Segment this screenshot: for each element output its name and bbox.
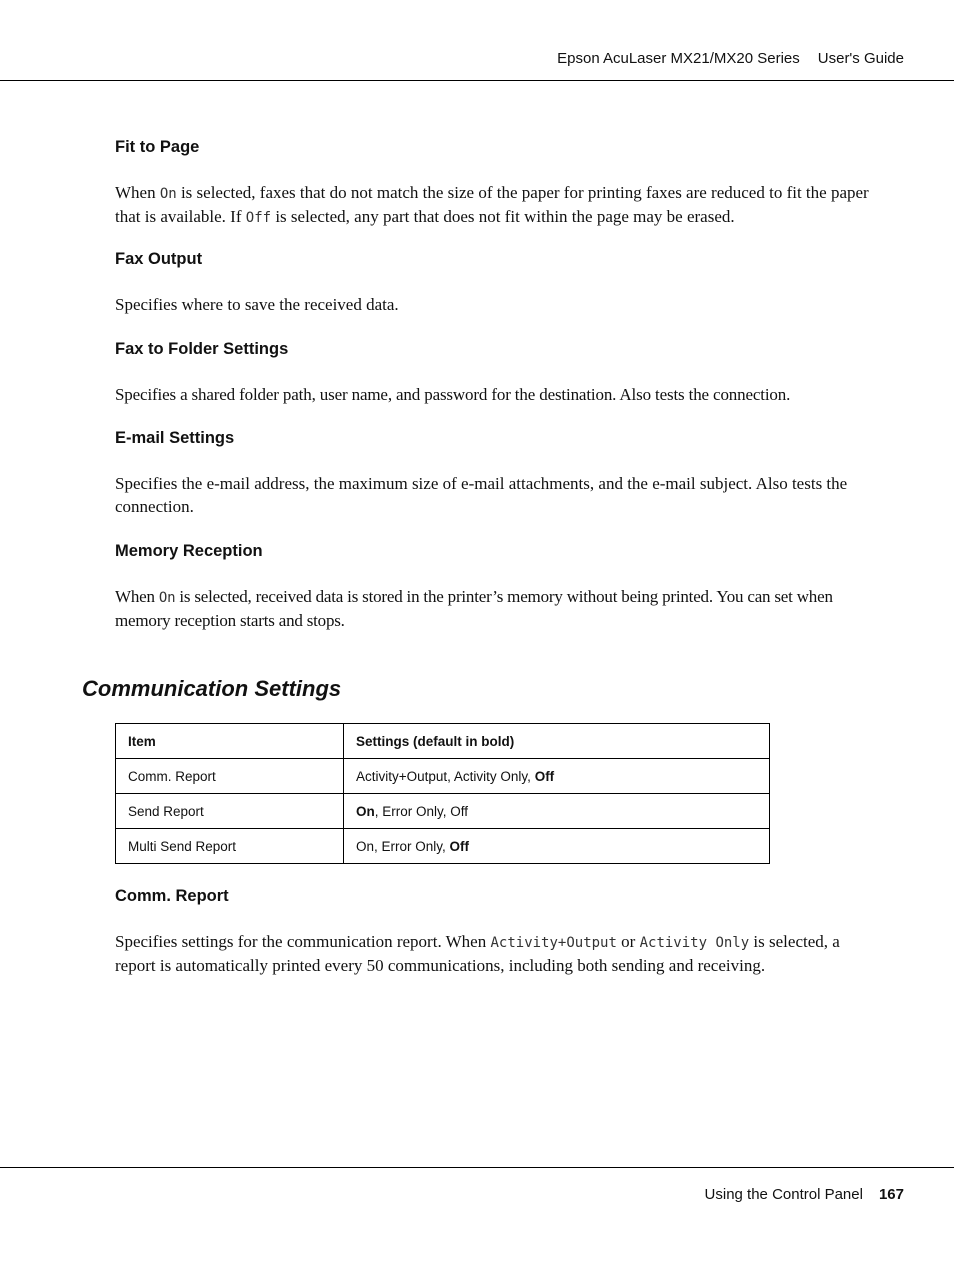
value-on: On (158, 590, 176, 606)
footer-chapter: Using the Control Panel (704, 1186, 863, 1203)
value-activity-output: Activity+Output (490, 935, 617, 951)
running-footer (705, 1186, 904, 1203)
para-comm-report: Specifies settings for the communication report. When Activity+Output or Activity Only is selected, a report is automatically printed every 50 communications, including both sending and receiving. (115, 932, 840, 975)
heading-fax-output: Fax Output (115, 250, 203, 268)
table-row (116, 794, 770, 829)
value-off: Off (245, 209, 272, 226)
para-fit-to-page: When On is selected, faxes that do not match the size of the paper for printing faxes are reduced to fit the paper that is available. If Off is selected, any part that does not fit within the page may be erased. (115, 183, 869, 226)
cell-item: Send Report (116, 794, 344, 829)
heading-communication-settings: Communication Settings (82, 676, 342, 701)
header-guide: User's Guide (817, 50, 904, 67)
footer-rule (0, 1167, 954, 1168)
heading-email-settings: E-mail Settings (115, 429, 235, 447)
para-fax-to-folder: Specifies a shared folder path, user name, and password for the destination. Also tests the connection. (115, 385, 791, 404)
para-memory-reception: When On is selected, received data is stored in the printer’s memory without being printed. You can set when memory reception starts and stops. (115, 587, 833, 630)
column-header-item: Item (116, 724, 344, 759)
heading-comm-report: Comm. Report (115, 887, 229, 905)
cell-settings: On, Error Only, Off (344, 794, 770, 829)
table-row (116, 759, 770, 794)
cell-settings: On, Error Only, Off (344, 829, 770, 864)
running-header (557, 50, 904, 67)
value-on: On (159, 186, 177, 202)
cell-settings: Activity+Output, Activity Only, Off (344, 759, 770, 794)
table-header-row (116, 724, 770, 759)
cell-item: Comm. Report (116, 759, 344, 794)
table-row (116, 829, 770, 864)
para-email-settings: Specifies the e-mail address, the maximum size of e-mail attachments, and the e-mail subject. Also tests the connection. (115, 474, 848, 516)
header-product: Epson AcuLaser MX21/MX20 Series (557, 50, 800, 67)
settings-table (115, 723, 770, 864)
header-rule (0, 80, 954, 81)
heading-memory-reception: Memory Reception (115, 542, 263, 560)
page-number: 167 (878, 1186, 904, 1203)
cell-item: Multi Send Report (116, 829, 344, 864)
para-fax-output: Specifies where to save the received data. (115, 295, 399, 314)
column-header-settings: Settings (default in bold) (344, 724, 770, 759)
heading-fit-to-page: Fit to Page (115, 138, 200, 156)
heading-fax-to-folder: Fax to Folder Settings (115, 340, 289, 358)
value-activity-only: Activity Only (639, 935, 750, 951)
